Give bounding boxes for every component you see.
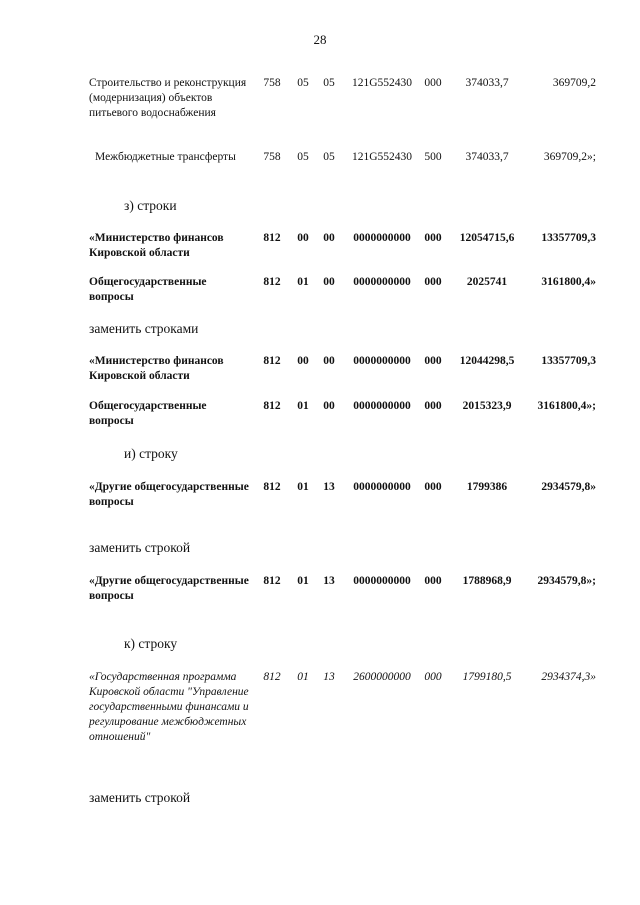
row-code-cell: 812 [263,355,281,367]
row-code-cell: 812 [263,671,281,683]
row-name-cell: «Министерство финансов Кировской области [89,232,224,259]
row-amount-2024-cell: 2015323,9 [462,400,512,412]
row-type-cell: 000 [424,276,442,288]
row-name-cell: Общегосударственные вопросы [89,400,207,427]
row-target-cell: 0000000000 [353,400,411,412]
row-target-cell: 121G552430 [351,77,413,89]
row-target-cell: 0000000000 [353,276,411,288]
row-amount-2025-cell: 369709,2»; [543,151,596,163]
row-name-cell: Общегосударственные вопросы [89,276,207,303]
row-subsection-cell: 00 [323,232,335,244]
row-name-cell: Строительство и реконструкция (модернизация) объектов питьевого водоснабжения [89,77,247,119]
row-type-cell: 000 [424,400,442,412]
row-subsection-cell: 13 [323,575,335,587]
row-code-cell: 758 [263,77,281,89]
row-type-cell: 000 [424,575,442,587]
row-type-cell: 000 [424,671,442,683]
row-subsection-cell: 13 [323,671,335,683]
row-name-cell: «Другие общегосударственные вопросы [89,575,249,602]
row-subsection-cell: 00 [323,400,335,412]
row-amount-2025-cell: 3161800,4»; [537,400,596,412]
row-code-cell: 812 [263,481,281,493]
row-amount-2025-cell: 2934374,3» [541,671,596,683]
row-section-cell: 01 [297,400,309,412]
row-target-cell: 0000000000 [353,575,411,587]
row-section-cell: 01 [297,276,309,288]
row-target-cell: 2600000000 [353,671,411,683]
row-type-cell: 000 [424,481,442,493]
row-section-cell: 01 [297,575,309,587]
row-target-cell: 0000000000 [353,232,411,244]
row-code-cell: 812 [263,232,281,244]
row-target-cell: 0000000000 [353,481,411,493]
row-subsection-cell: 05 [323,151,335,163]
amendment-instruction: и) строку [124,446,178,461]
row-amount-2024-cell: 1788968,9 [462,575,512,587]
row-section-cell: 05 [297,77,309,89]
row-amount-2025-cell: 13357709,3 [541,232,596,244]
row-subsection-cell: 13 [323,481,335,493]
row-section-cell: 01 [297,481,309,493]
amendment-instruction: к) строку [124,636,178,651]
row-type-cell: 000 [424,77,442,89]
row-amount-2024-cell: 374033,7 [465,77,509,89]
row-subsection-cell: 00 [323,355,335,367]
row-amount-2024-cell: 374033,7 [465,151,509,163]
row-target-cell: 0000000000 [353,355,411,367]
row-subsection-cell: 00 [323,276,335,288]
row-amount-2025-cell: 369709,2 [552,77,596,89]
row-amount-2024-cell: 1799386 [466,481,508,493]
row-name-cell: «Государственная программа Кировской области "Управление государственными финансами и регулирование межбюджетных отношений" [89,671,249,743]
row-code-cell: 758 [263,151,281,163]
amendment-instruction: заменить строками [89,321,199,336]
amendment-instruction: з) строки [124,198,177,213]
row-type-cell: 000 [424,355,442,367]
row-section-cell: 05 [297,151,309,163]
row-section-cell: 01 [297,671,309,683]
row-name-cell: «Министерство финансов Кировской области [89,355,224,382]
page-number: 28 [313,32,327,47]
row-amount-2025-cell: 3161800,4» [541,276,596,288]
row-code-cell: 812 [263,400,281,412]
row-amount-2025-cell: 2934579,8» [541,481,596,493]
row-type-cell: 500 [424,151,442,163]
row-name-cell: «Другие общегосударственные вопросы [89,481,249,508]
row-subsection-cell: 05 [323,77,335,89]
row-type-cell: 000 [424,232,442,244]
row-amount-2024-cell: 1799180,5 [462,671,512,683]
row-section-cell: 00 [297,232,309,244]
row-code-cell: 812 [263,276,281,288]
row-name-cell: Межбюджетные трансферты [95,151,236,163]
row-amount-2024-cell: 12044298,5 [459,355,515,367]
row-target-cell: 121G552430 [351,151,413,163]
row-amount-2024-cell: 2025741 [466,276,508,288]
row-amount-2024-cell: 12054715,6 [459,232,515,244]
row-code-cell: 812 [263,575,281,587]
amendment-instruction: заменить строкой [89,790,191,805]
row-amount-2025-cell: 2934579,8»; [537,575,596,587]
row-section-cell: 00 [297,355,309,367]
amendment-instruction: заменить строкой [89,540,191,555]
row-amount-2025-cell: 13357709,3 [541,355,596,367]
